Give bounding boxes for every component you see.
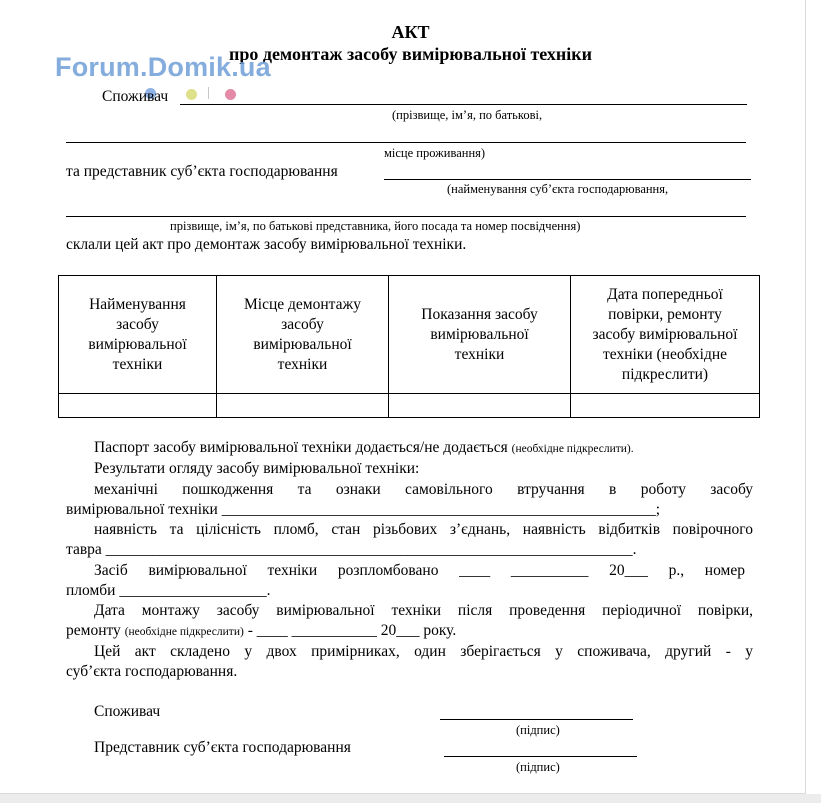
residence-hint: місце проживання) — [384, 146, 486, 160]
signature-consumer-label: Споживач — [94, 703, 161, 720]
signature-representative-label: Представник суб’єкта господарювання — [94, 739, 351, 756]
compiled-text: склали цей акт про демонтаж засобу вимірювальної техніки. — [66, 236, 467, 253]
watermark-divider — [208, 87, 209, 99]
table-header-cell-readings: Показання засобу вимірювальної техніки — [389, 276, 571, 394]
watermark-dot-yellow — [186, 89, 197, 100]
unseal-line-1: Засіб вимірювальної техніки розпломбовано ____ __________ 20___ р., номер — [94, 562, 745, 579]
document-subtitle: про демонтаж засобу вимірювальної техніки — [228, 44, 593, 64]
signature-consumer-line[interactable] — [440, 719, 633, 720]
mount-line-1: Дата монтажу засобу вимірювальної техніки після проведення періодичної повірки, — [94, 602, 753, 619]
table-row — [59, 394, 760, 418]
watermark-dot-pink — [225, 89, 236, 100]
table-header-cell-place: Місце демонтажу засобу вимірювальної техніки — [217, 276, 389, 394]
document-title: АКТ — [391, 22, 430, 42]
table-header-cell-name: Найменування засобу вимірювальної техніки — [59, 276, 217, 394]
watermark-logo: Forum.Domik.ua — [55, 52, 271, 82]
damage-line-1: механічні пошкодження та ознаки самовільного втручання в роботу засобу — [94, 481, 753, 498]
copies-line-1: Цей акт складено у двох примірниках, один зберігається у споживача, другий - у — [94, 643, 753, 660]
table-header-cell-date: Дата попередньої повірки, ремонту засобу вимірювальної техніки (необхідне підкреслити) — [571, 276, 760, 394]
representative-hint: прізвище, ім’я, по батькові представника, його посада та номер посвідчення) — [170, 219, 581, 233]
table-cell-date[interactable] — [571, 394, 760, 418]
entity-fill-line[interactable] — [384, 179, 751, 180]
passport-paragraph: Паспорт засобу вимірювальної техніки додається/не додається (необхідне підкреслити). — [94, 439, 634, 456]
table-cell-place[interactable] — [217, 394, 389, 418]
mount-line-2: ремонту (необхідне підкреслити) - ____ ___________ 20___ року. — [66, 622, 457, 639]
results-heading: Результати огляду засобу вимірювальної техніки: — [94, 460, 420, 477]
copies-line-2: суб’єкта господарювання. — [66, 663, 238, 680]
representative-label: та представник суб’єкта господарювання — [66, 163, 338, 180]
unseal-line-2: пломби ___________________. — [66, 582, 271, 599]
table-cell-readings[interactable] — [389, 394, 571, 418]
entity-hint: (найменування суб’єкта господарювання, — [447, 182, 669, 196]
consumer-label: Споживач — [102, 88, 169, 105]
representative-fill-line[interactable] — [66, 216, 746, 217]
page-bottom-shadow — [0, 794, 821, 803]
seals-line-2: тавра ____________________________________________________________________. — [66, 541, 637, 558]
consumer-hint: (прізвище, ім’я, по батькові, — [392, 108, 543, 122]
damage-line-2: вимірювальної техніки ________________________________________________________; — [66, 501, 661, 518]
signature-consumer-hint: (підпис) — [516, 723, 560, 737]
signature-representative-hint: (підпис) — [516, 760, 560, 774]
seals-line-1: наявність та цілісність пломб, стан різьбових з’єднань, наявність відбитків повірочного — [94, 521, 753, 538]
residence-fill-line[interactable] — [66, 142, 746, 143]
consumer-fill-line[interactable] — [180, 104, 747, 105]
table-cell-name[interactable] — [59, 394, 217, 418]
signature-representative-line[interactable] — [444, 756, 637, 757]
equipment-table — [58, 275, 760, 418]
table-header-row — [59, 276, 760, 394]
